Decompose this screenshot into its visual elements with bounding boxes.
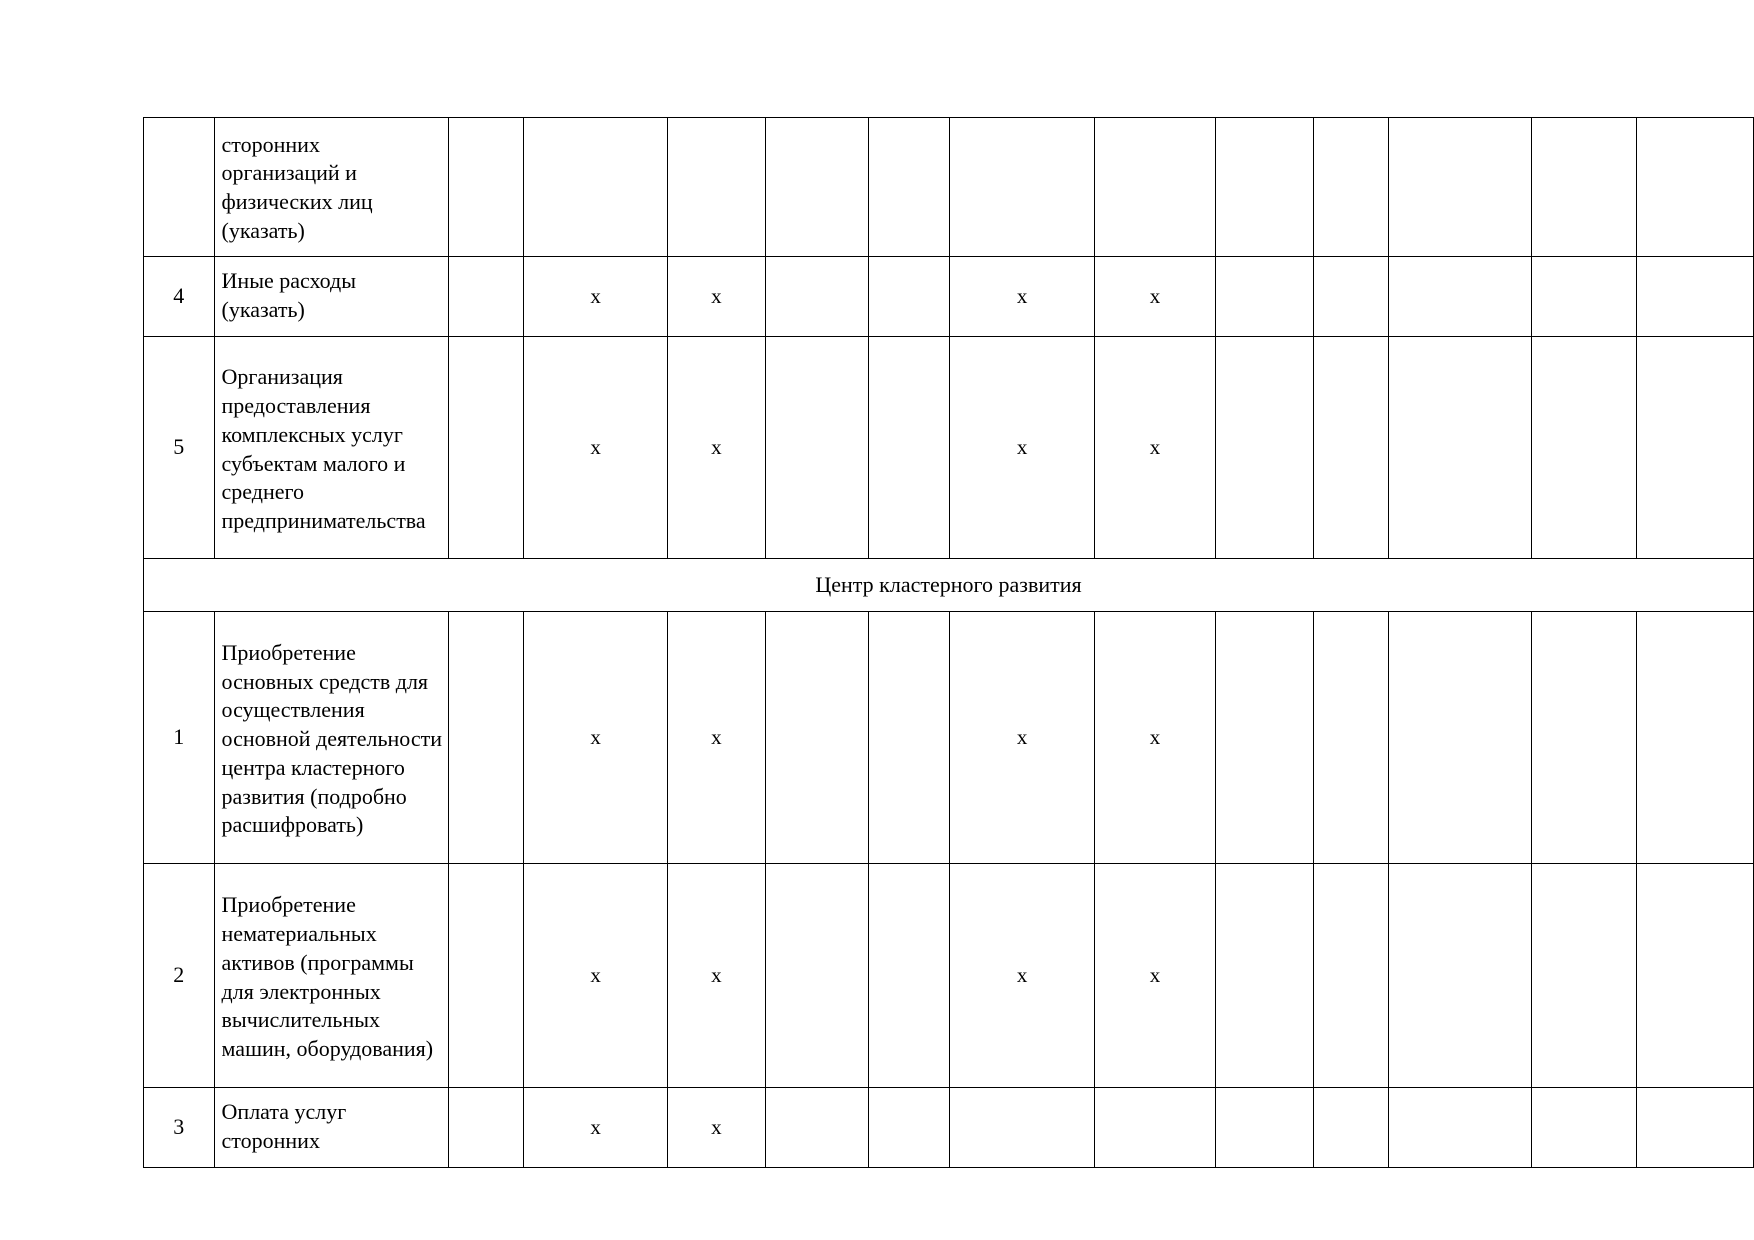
- value-cell: x: [950, 864, 1095, 1088]
- table-row: [144, 257, 1754, 337]
- value-cell: [1313, 257, 1388, 337]
- value-cell: [1094, 118, 1215, 257]
- value-cell: [869, 257, 950, 337]
- value-cell: [869, 337, 950, 559]
- value-cell: x: [667, 612, 765, 864]
- value-cell: [1388, 257, 1531, 337]
- value-cell: x: [950, 337, 1095, 559]
- value-cell: [1532, 257, 1636, 337]
- value-cell: [1216, 864, 1314, 1088]
- value-cell: x: [667, 337, 765, 559]
- value-cell: x: [667, 1088, 765, 1168]
- value-cell: [449, 612, 524, 864]
- row-description: Приобретение основных средств для осуществления основной деятельности центра кластерного развития (подробно расшифровать): [214, 612, 449, 864]
- value-cell: x: [950, 257, 1095, 337]
- value-cell: [1388, 612, 1531, 864]
- value-cell: x: [524, 257, 668, 337]
- row-number: 3: [144, 1088, 215, 1168]
- value-cell: [950, 118, 1095, 257]
- row-description: Иные расходы (указать): [214, 257, 449, 337]
- value-cell: [1388, 864, 1531, 1088]
- value-cell: [1532, 612, 1636, 864]
- table-row: [144, 118, 1754, 257]
- row-number: 4: [144, 257, 215, 337]
- value-cell: x: [1094, 257, 1215, 337]
- value-cell: [1216, 118, 1314, 257]
- value-cell: x: [524, 337, 668, 559]
- value-cell: [1216, 257, 1314, 337]
- row-description: Приобретение нематериальных активов (программы для электронных вычислительных машин, оборудования): [214, 864, 449, 1088]
- value-cell: [1636, 1088, 1753, 1168]
- value-cell: x: [1094, 337, 1215, 559]
- section-title: Центр кластерного развития: [144, 559, 1754, 612]
- value-cell: [1216, 337, 1314, 559]
- value-cell: [1636, 864, 1753, 1088]
- value-cell: [765, 864, 868, 1088]
- value-cell: [1313, 337, 1388, 559]
- value-cell: [765, 1088, 868, 1168]
- value-cell: [1094, 1088, 1215, 1168]
- value-cell: [449, 118, 524, 257]
- value-cell: [449, 257, 524, 337]
- value-cell: x: [667, 257, 765, 337]
- value-cell: [1532, 864, 1636, 1088]
- value-cell: [1216, 1088, 1314, 1168]
- value-cell: [765, 257, 868, 337]
- row-description: сторонних организаций и физических лиц (указать): [214, 118, 449, 257]
- value-cell: [1388, 337, 1531, 559]
- value-cell: [869, 864, 950, 1088]
- value-cell: [869, 118, 950, 257]
- value-cell: [1313, 118, 1388, 257]
- value-cell: [1636, 118, 1753, 257]
- row-number: 2: [144, 864, 215, 1088]
- section-header-row: [144, 559, 1754, 612]
- row-number: 5: [144, 337, 215, 559]
- expense-table: [143, 117, 1754, 1168]
- value-cell: [667, 118, 765, 257]
- value-cell: x: [667, 864, 765, 1088]
- row-description: Оплата услуг сторонних: [214, 1088, 449, 1168]
- table-row: [144, 337, 1754, 559]
- table-row: [144, 1088, 1754, 1168]
- value-cell: x: [524, 1088, 668, 1168]
- value-cell: [1313, 1088, 1388, 1168]
- value-cell: [1313, 612, 1388, 864]
- value-cell: [1313, 864, 1388, 1088]
- value-cell: [869, 612, 950, 864]
- table-row: [144, 864, 1754, 1088]
- value-cell: [1636, 257, 1753, 337]
- value-cell: [1532, 118, 1636, 257]
- value-cell: [950, 1088, 1095, 1168]
- value-cell: [1216, 612, 1314, 864]
- row-number: 1: [144, 612, 215, 864]
- value-cell: x: [1094, 612, 1215, 864]
- value-cell: [1532, 337, 1636, 559]
- value-cell: [869, 1088, 950, 1168]
- value-cell: [765, 612, 868, 864]
- value-cell: [1388, 118, 1531, 257]
- value-cell: [449, 1088, 524, 1168]
- row-description: Организация предоставления комплексных услуг субъектам малого и среднего предпринимательства: [214, 337, 449, 559]
- value-cell: [1636, 337, 1753, 559]
- value-cell: [449, 337, 524, 559]
- table-row: [144, 612, 1754, 864]
- value-cell: [1532, 1088, 1636, 1168]
- value-cell: [524, 118, 668, 257]
- value-cell: x: [524, 864, 668, 1088]
- value-cell: [765, 337, 868, 559]
- value-cell: x: [1094, 864, 1215, 1088]
- row-number: [144, 118, 215, 257]
- value-cell: [1388, 1088, 1531, 1168]
- value-cell: x: [524, 612, 668, 864]
- value-cell: [765, 118, 868, 257]
- value-cell: [1636, 612, 1753, 864]
- value-cell: x: [950, 612, 1095, 864]
- value-cell: [449, 864, 524, 1088]
